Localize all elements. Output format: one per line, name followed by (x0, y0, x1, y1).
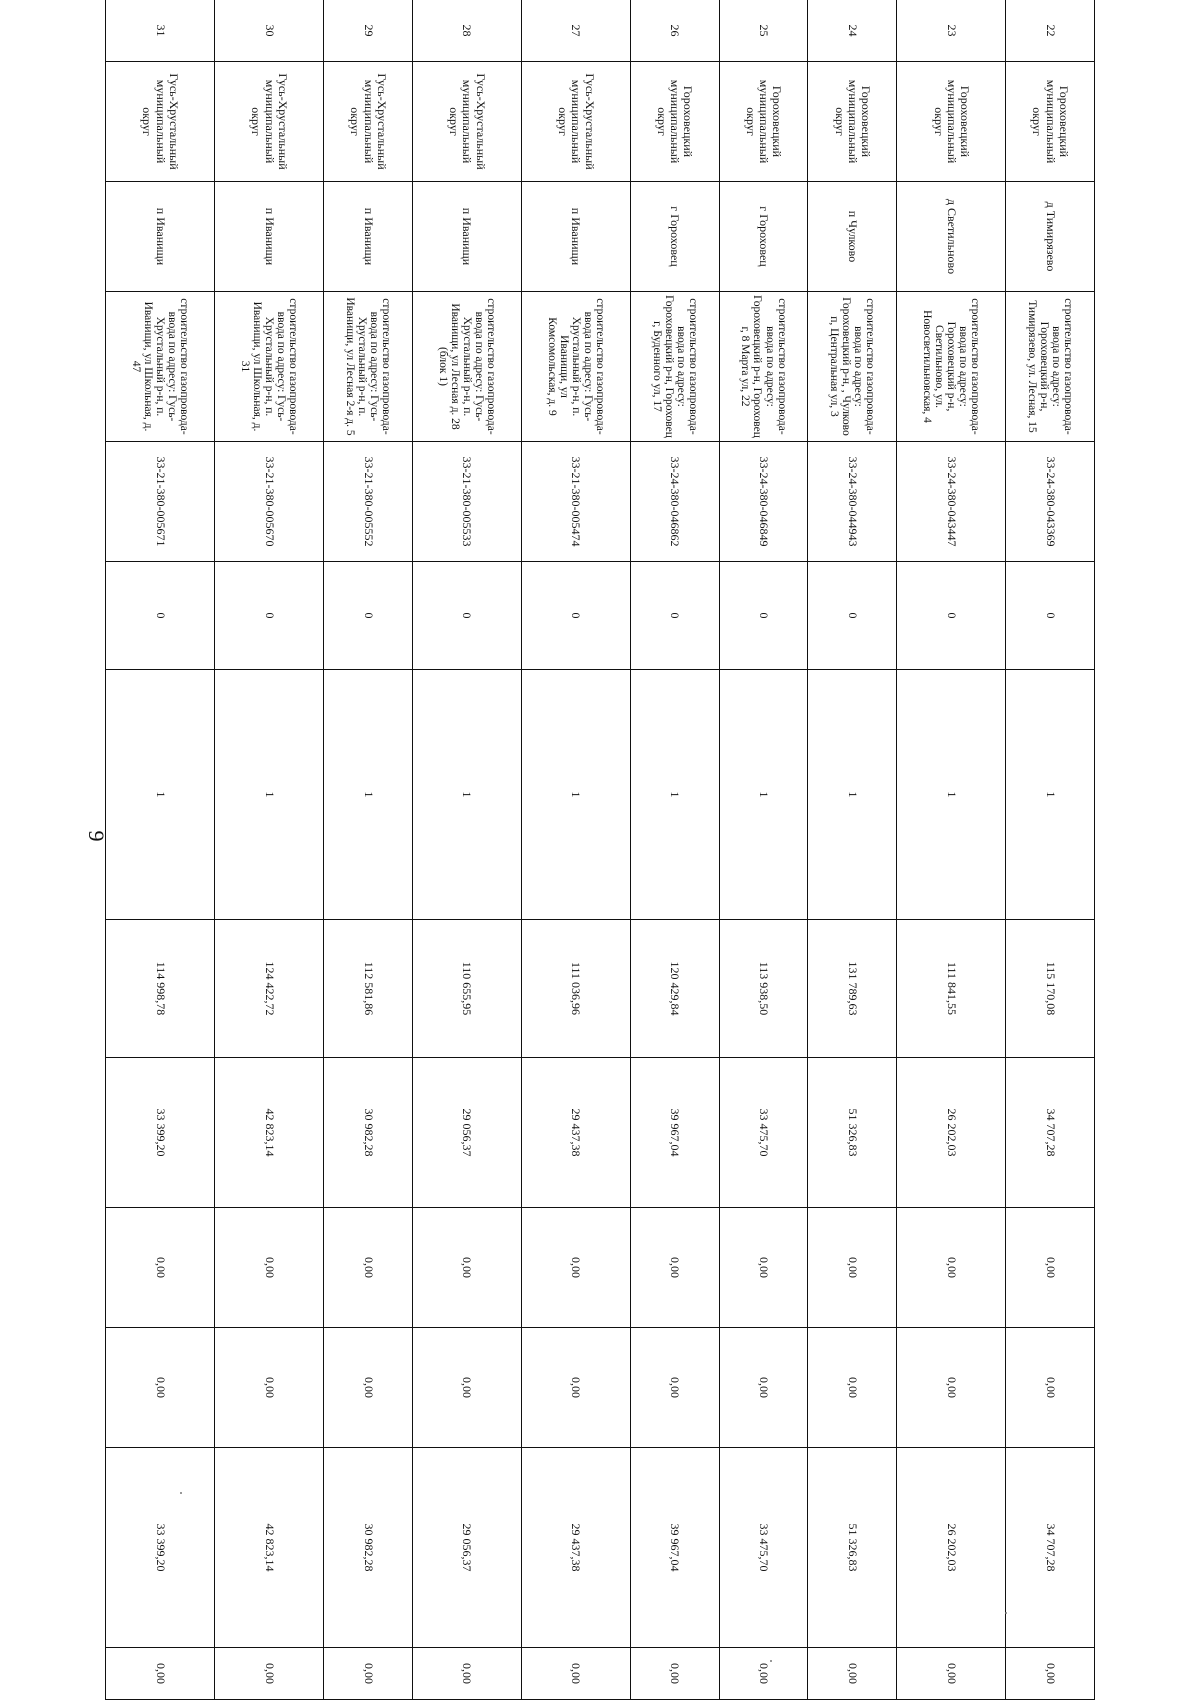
cell-value-7: 1 (1006, 670, 1095, 920)
cell-value-13: 0,00 (106, 1648, 215, 1700)
cell-locality: д Тимирязево (1006, 182, 1095, 292)
cell-value-6: 0 (630, 562, 719, 670)
cell-row-number: 30 (215, 0, 324, 62)
scan-speck (770, 1660, 772, 1662)
cell-value-12: 39 967,04 (630, 1448, 719, 1648)
cell-value-13: 0,00 (897, 1648, 1006, 1700)
cell-value-6: 0 (324, 562, 413, 670)
table-row (897, 0, 1006, 1700)
cell-value-7: 1 (897, 670, 1006, 920)
page-number: 9 (84, 830, 109, 842)
cell-district: Гусь-Хрустальный муниципальный округ (106, 62, 215, 182)
cell-value-6: 0 (412, 562, 521, 670)
cell-row-number: 23 (897, 0, 1006, 62)
cell-object-description: строительство газопровода-ввода по адресу: Гусь-Хрустальный р-н, п. Иванищи, ул Школьная, д. 47 (106, 292, 215, 442)
cell-value-9: 29 056,37 (412, 1058, 521, 1208)
cell-value-10: 0,00 (412, 1208, 521, 1328)
table-row (630, 0, 719, 1700)
cell-value-9: 30 982,28 (324, 1058, 413, 1208)
cell-value-9: 51 326,83 (808, 1058, 897, 1208)
cell-value-8: 114 998,78 (106, 920, 215, 1058)
cell-value-8: 124 422,72 (215, 920, 324, 1058)
cell-value-12: 33 399,20 (106, 1448, 215, 1648)
cell-value-12: 33 475,70 (719, 1448, 808, 1648)
cell-value-13: 0,00 (215, 1648, 324, 1700)
cell-value-8: 110 655,95 (412, 920, 521, 1058)
cell-value-11: 0,00 (215, 1328, 324, 1448)
cell-district: Гороховецкий муниципальный округ (808, 62, 897, 182)
table-row (808, 0, 897, 1700)
cell-value-11: 0,00 (521, 1328, 630, 1448)
cell-value-12: 51 326,83 (808, 1448, 897, 1648)
cell-locality: п Иванищи (215, 182, 324, 292)
cell-value-10: 0,00 (719, 1208, 808, 1328)
cell-row-number: 26 (630, 0, 719, 62)
cell-object-description: строительство газопровода-ввода по адресу: Гусь-Хрустальный р-н, п. Иванищи, ул Лесная д. 28 (блок 1) (412, 292, 521, 442)
scan-speck (180, 1492, 182, 1494)
cell-value-12: 26 202,03 (897, 1448, 1006, 1648)
cell-row-number: 25 (719, 0, 808, 62)
cell-cadastral-number: 33-21-380-005474 (521, 442, 630, 562)
table-row (719, 0, 808, 1700)
cell-value-6: 0 (808, 562, 897, 670)
cell-value-6: 0 (1006, 562, 1095, 670)
cell-value-7: 1 (719, 670, 808, 920)
cell-value-12: 30 982,28 (324, 1448, 413, 1648)
cell-value-13: 0,00 (324, 1648, 413, 1700)
cell-value-13: 0,00 (719, 1648, 808, 1700)
cell-cadastral-number: 33-24-380-043447 (897, 442, 1006, 562)
cell-value-8: 112 581,86 (324, 920, 413, 1058)
cell-value-11: 0,00 (106, 1328, 215, 1448)
cell-object-description: строительство газопровода-ввода по адресу: Гороховецкий р-н, , Чулково п, Центральная ул, 3 (808, 292, 897, 442)
cell-object-description: строительство газопровода-ввода по адресу: Гороховецкий р-н, Гороховец г, Буденного ул, 17 (630, 292, 719, 442)
cell-district: Гусь-Хрустальный муниципальный округ (215, 62, 324, 182)
cell-value-10: 0,00 (808, 1208, 897, 1328)
cell-value-6: 0 (215, 562, 324, 670)
scan-speck (1005, 1612, 1007, 1614)
cell-value-6: 0 (106, 562, 215, 670)
cell-value-10: 0,00 (897, 1208, 1006, 1328)
cell-value-9: 26 202,03 (897, 1058, 1006, 1208)
cell-object-description: строительство газопровода-ввода по адресу: Гусь-Хрустальный р-н, п. Иванищи, ул Лесная 2-я д. 5 (324, 292, 413, 442)
cell-row-number: 29 (324, 0, 413, 62)
cell-value-10: 0,00 (1006, 1208, 1095, 1328)
cell-locality: г Гороховец (630, 182, 719, 292)
cell-cadastral-number: 33-21-380-005671 (106, 442, 215, 562)
cell-value-7: 1 (630, 670, 719, 920)
cell-locality: п Иванищи (324, 182, 413, 292)
cell-district: Гусь-Хрустальный муниципальный округ (412, 62, 521, 182)
cell-value-10: 0,00 (215, 1208, 324, 1328)
cell-value-11: 0,00 (808, 1328, 897, 1448)
cell-value-11: 0,00 (412, 1328, 521, 1448)
cell-value-12: 34 707,28 (1006, 1448, 1095, 1648)
cell-value-9: 33 399,20 (106, 1058, 215, 1208)
cell-cadastral-number: 33-24-380-046849 (719, 442, 808, 562)
cell-value-7: 1 (521, 670, 630, 920)
cell-district: Гороховецкий муниципальный округ (719, 62, 808, 182)
table-body (106, 0, 1095, 1700)
table-row (106, 0, 215, 1700)
cell-row-number: 31 (106, 0, 215, 62)
cell-value-8: 120 429,84 (630, 920, 719, 1058)
table-row (521, 0, 630, 1700)
cell-locality: п Иванищи (106, 182, 215, 292)
cell-value-10: 0,00 (630, 1208, 719, 1328)
cell-value-8: 113 938,50 (719, 920, 808, 1058)
cell-value-13: 0,00 (412, 1648, 521, 1700)
cell-cadastral-number: 33-24-380-046862 (630, 442, 719, 562)
cell-value-9: 34 707,28 (1006, 1058, 1095, 1208)
cell-value-12: 42 823,14 (215, 1448, 324, 1648)
cell-value-12: 29 056,37 (412, 1448, 521, 1648)
cell-object-description: строительство газопровода-ввода по адресу: Гусь-Хрустальный р-н, п. Иванищи, ул Комсомольская, д. 9 (521, 292, 630, 442)
cell-value-11: 0,00 (630, 1328, 719, 1448)
cell-value-6: 0 (719, 562, 808, 670)
cell-value-10: 0,00 (521, 1208, 630, 1328)
table-row (324, 0, 413, 1700)
cell-cadastral-number: 33-24-380-043369 (1006, 442, 1095, 562)
cell-cadastral-number: 33-24-380-044943 (808, 442, 897, 562)
cell-object-description: строительство газопровода-ввода по адресу: Гусь-Хрустальный р-н, п. Иванищи, ул Школьная, д. 31 (215, 292, 324, 442)
cell-value-11: 0,00 (324, 1328, 413, 1448)
cell-row-number: 24 (808, 0, 897, 62)
cell-district: Гороховецкий муниципальный округ (1006, 62, 1095, 182)
cell-value-7: 1 (215, 670, 324, 920)
cell-district: Гусь-Хрустальный муниципальный округ (324, 62, 413, 182)
cell-district: Гороховецкий муниципальный округ (897, 62, 1006, 182)
table-row (215, 0, 324, 1700)
cell-district: Гусь-Хрустальный муниципальный округ (521, 62, 630, 182)
cell-object-description: строительство газопровода-ввода по адресу: Гороховецкий р-н, Тимирязево, ул. Лесная, 15 (1006, 292, 1095, 442)
cell-value-7: 1 (412, 670, 521, 920)
gas-pipeline-table (105, 0, 1095, 1700)
cell-value-6: 0 (521, 562, 630, 670)
cell-locality: г Гороховец (719, 182, 808, 292)
cell-row-number: 27 (521, 0, 630, 62)
cell-object-description: строительство газопровода-ввода по адресу: Гороховецкий р-н, Светильново, ул. Новосветильновская, 4 (897, 292, 1006, 442)
cell-value-9: 29 437,38 (521, 1058, 630, 1208)
cell-value-10: 0,00 (106, 1208, 215, 1328)
cell-row-number: 28 (412, 0, 521, 62)
cell-value-7: 1 (324, 670, 413, 920)
cell-value-7: 1 (808, 670, 897, 920)
cell-value-9: 42 823,14 (215, 1058, 324, 1208)
cell-value-13: 0,00 (630, 1648, 719, 1700)
table-row (412, 0, 521, 1700)
cell-value-12: 29 437,38 (521, 1448, 630, 1648)
cell-locality: п Иванищи (412, 182, 521, 292)
cell-value-8: 111 841,55 (897, 920, 1006, 1058)
cell-value-6: 0 (897, 562, 1006, 670)
cell-cadastral-number: 33-21-380-005552 (324, 442, 413, 562)
cell-value-13: 0,00 (808, 1648, 897, 1700)
cell-locality: д Светильново (897, 182, 1006, 292)
cell-value-13: 0,00 (1006, 1648, 1095, 1700)
cell-object-description: строительство газопровода-ввода по адресу: Гороховецкий р-н, Гороховец г, 8 Марта ул, 22 (719, 292, 808, 442)
cell-value-11: 0,00 (897, 1328, 1006, 1448)
cell-cadastral-number: 33-21-380-005533 (412, 442, 521, 562)
cell-value-7: 1 (106, 670, 215, 920)
cell-value-9: 39 967,04 (630, 1058, 719, 1208)
cell-value-8: 115 170,08 (1006, 920, 1095, 1058)
cell-value-11: 0,00 (1006, 1328, 1095, 1448)
cell-value-9: 33 475,70 (719, 1058, 808, 1208)
table-row (1006, 0, 1095, 1700)
cell-value-8: 131 789,63 (808, 920, 897, 1058)
cell-value-10: 0,00 (324, 1208, 413, 1328)
cell-district: Гороховецкий муниципальный округ (630, 62, 719, 182)
cell-row-number: 22 (1006, 0, 1095, 62)
gas-pipeline-table-rotated (105, 0, 1095, 1699)
cell-cadastral-number: 33-21-380-005670 (215, 442, 324, 562)
cell-locality: п Иванищи (521, 182, 630, 292)
cell-locality: п Чулково (808, 182, 897, 292)
cell-value-8: 111 036,96 (521, 920, 630, 1058)
cell-value-11: 0,00 (719, 1328, 808, 1448)
cell-value-13: 0,00 (521, 1648, 630, 1700)
